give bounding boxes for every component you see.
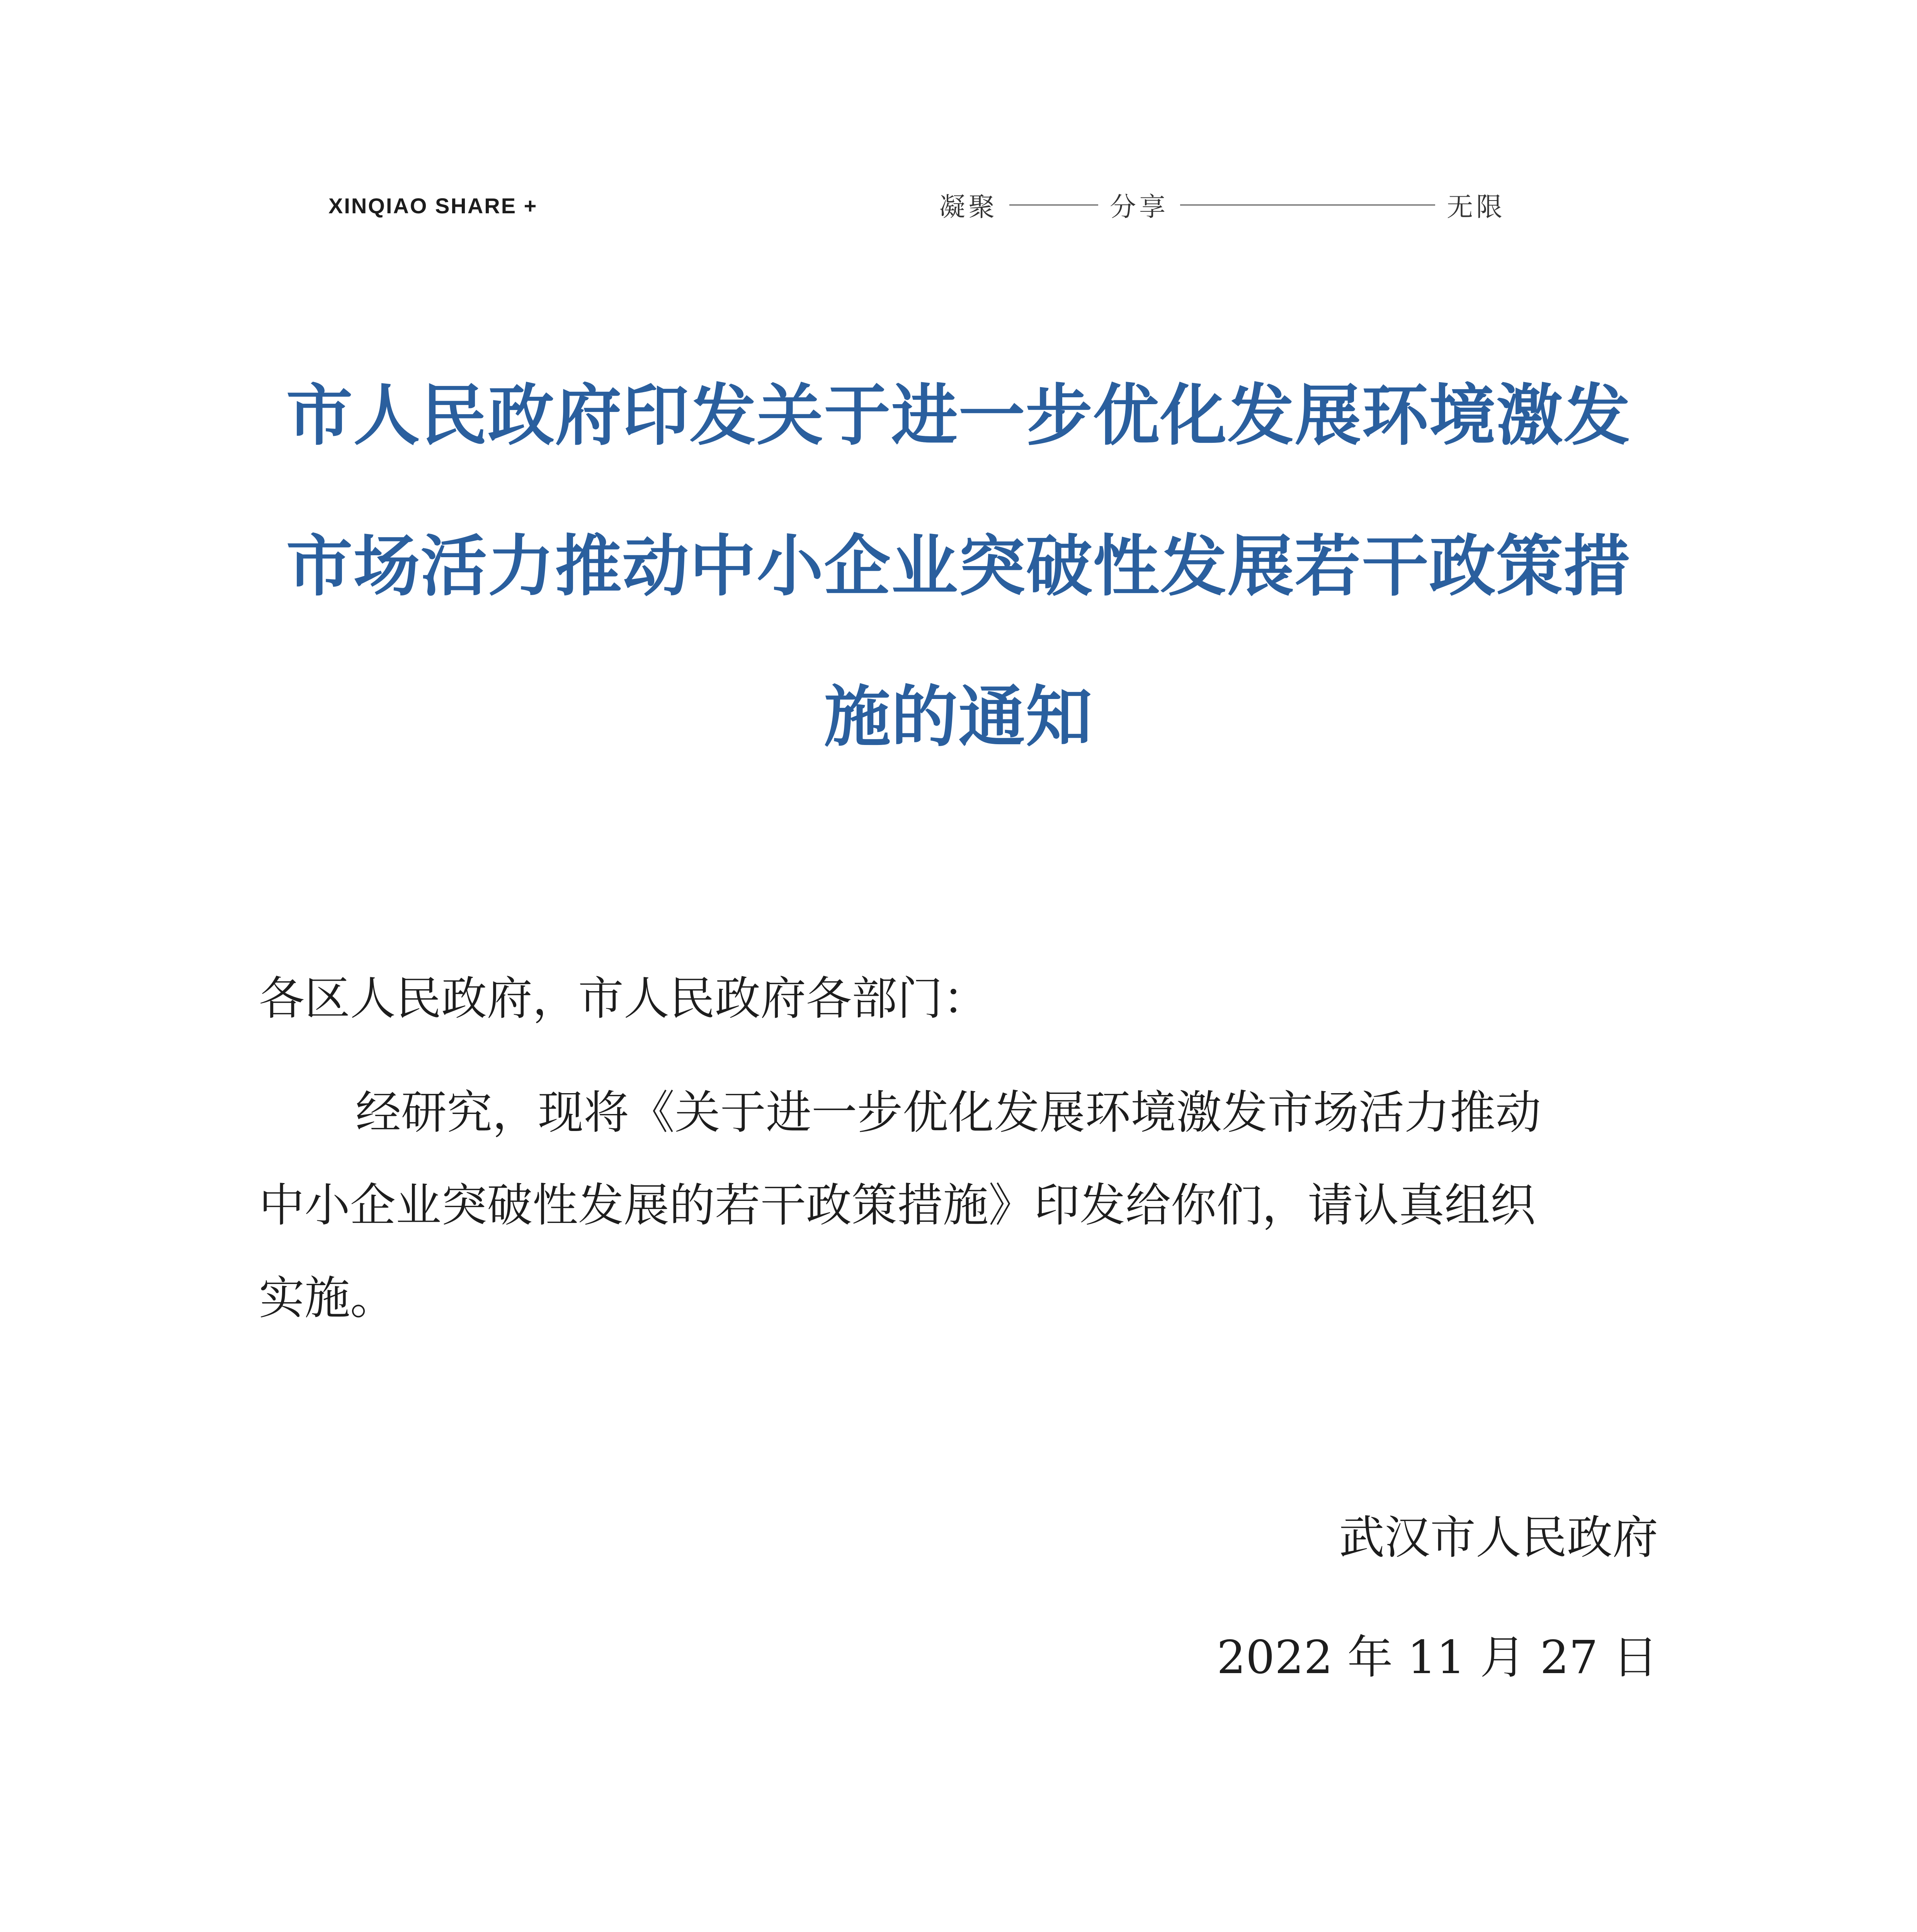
- document-title-line-2: 市场活力推动中小企业突破性发展若干政策措: [286, 527, 1631, 605]
- slogan-word-3: 无限: [1447, 192, 1506, 223]
- document-title-line-3: 施的通知: [824, 678, 1093, 756]
- slogan-divider: [1009, 204, 1098, 206]
- header-slogan: [939, 189, 1534, 223]
- salutation: 各区人民政府，市人民政府各部门：: [259, 972, 989, 1025]
- brand-english-name: XINQIAO SHARE +: [328, 194, 538, 218]
- paragraph-line-3: 实施。: [259, 1271, 396, 1325]
- issuer-name: 武汉市人民政府: [1339, 1511, 1658, 1564]
- paragraph-line-2: 中小企业突破性发展的若干政策措施》印发给你们，请认真组织: [259, 1179, 1536, 1232]
- paragraph-line-1: 经研究，现将《关于进一步优化发展环境激发市场活力推动: [356, 1086, 1541, 1139]
- issue-date: 2022 年 11 月 27 日: [1216, 1631, 1658, 1684]
- document-title-line-1: 市人民政府印发关于进一步优化发展环境激发: [286, 377, 1631, 454]
- slogan-word-1: 凝聚: [939, 192, 998, 223]
- slogan-divider: [1180, 204, 1435, 206]
- slogan-word-2: 分享: [1110, 192, 1169, 223]
